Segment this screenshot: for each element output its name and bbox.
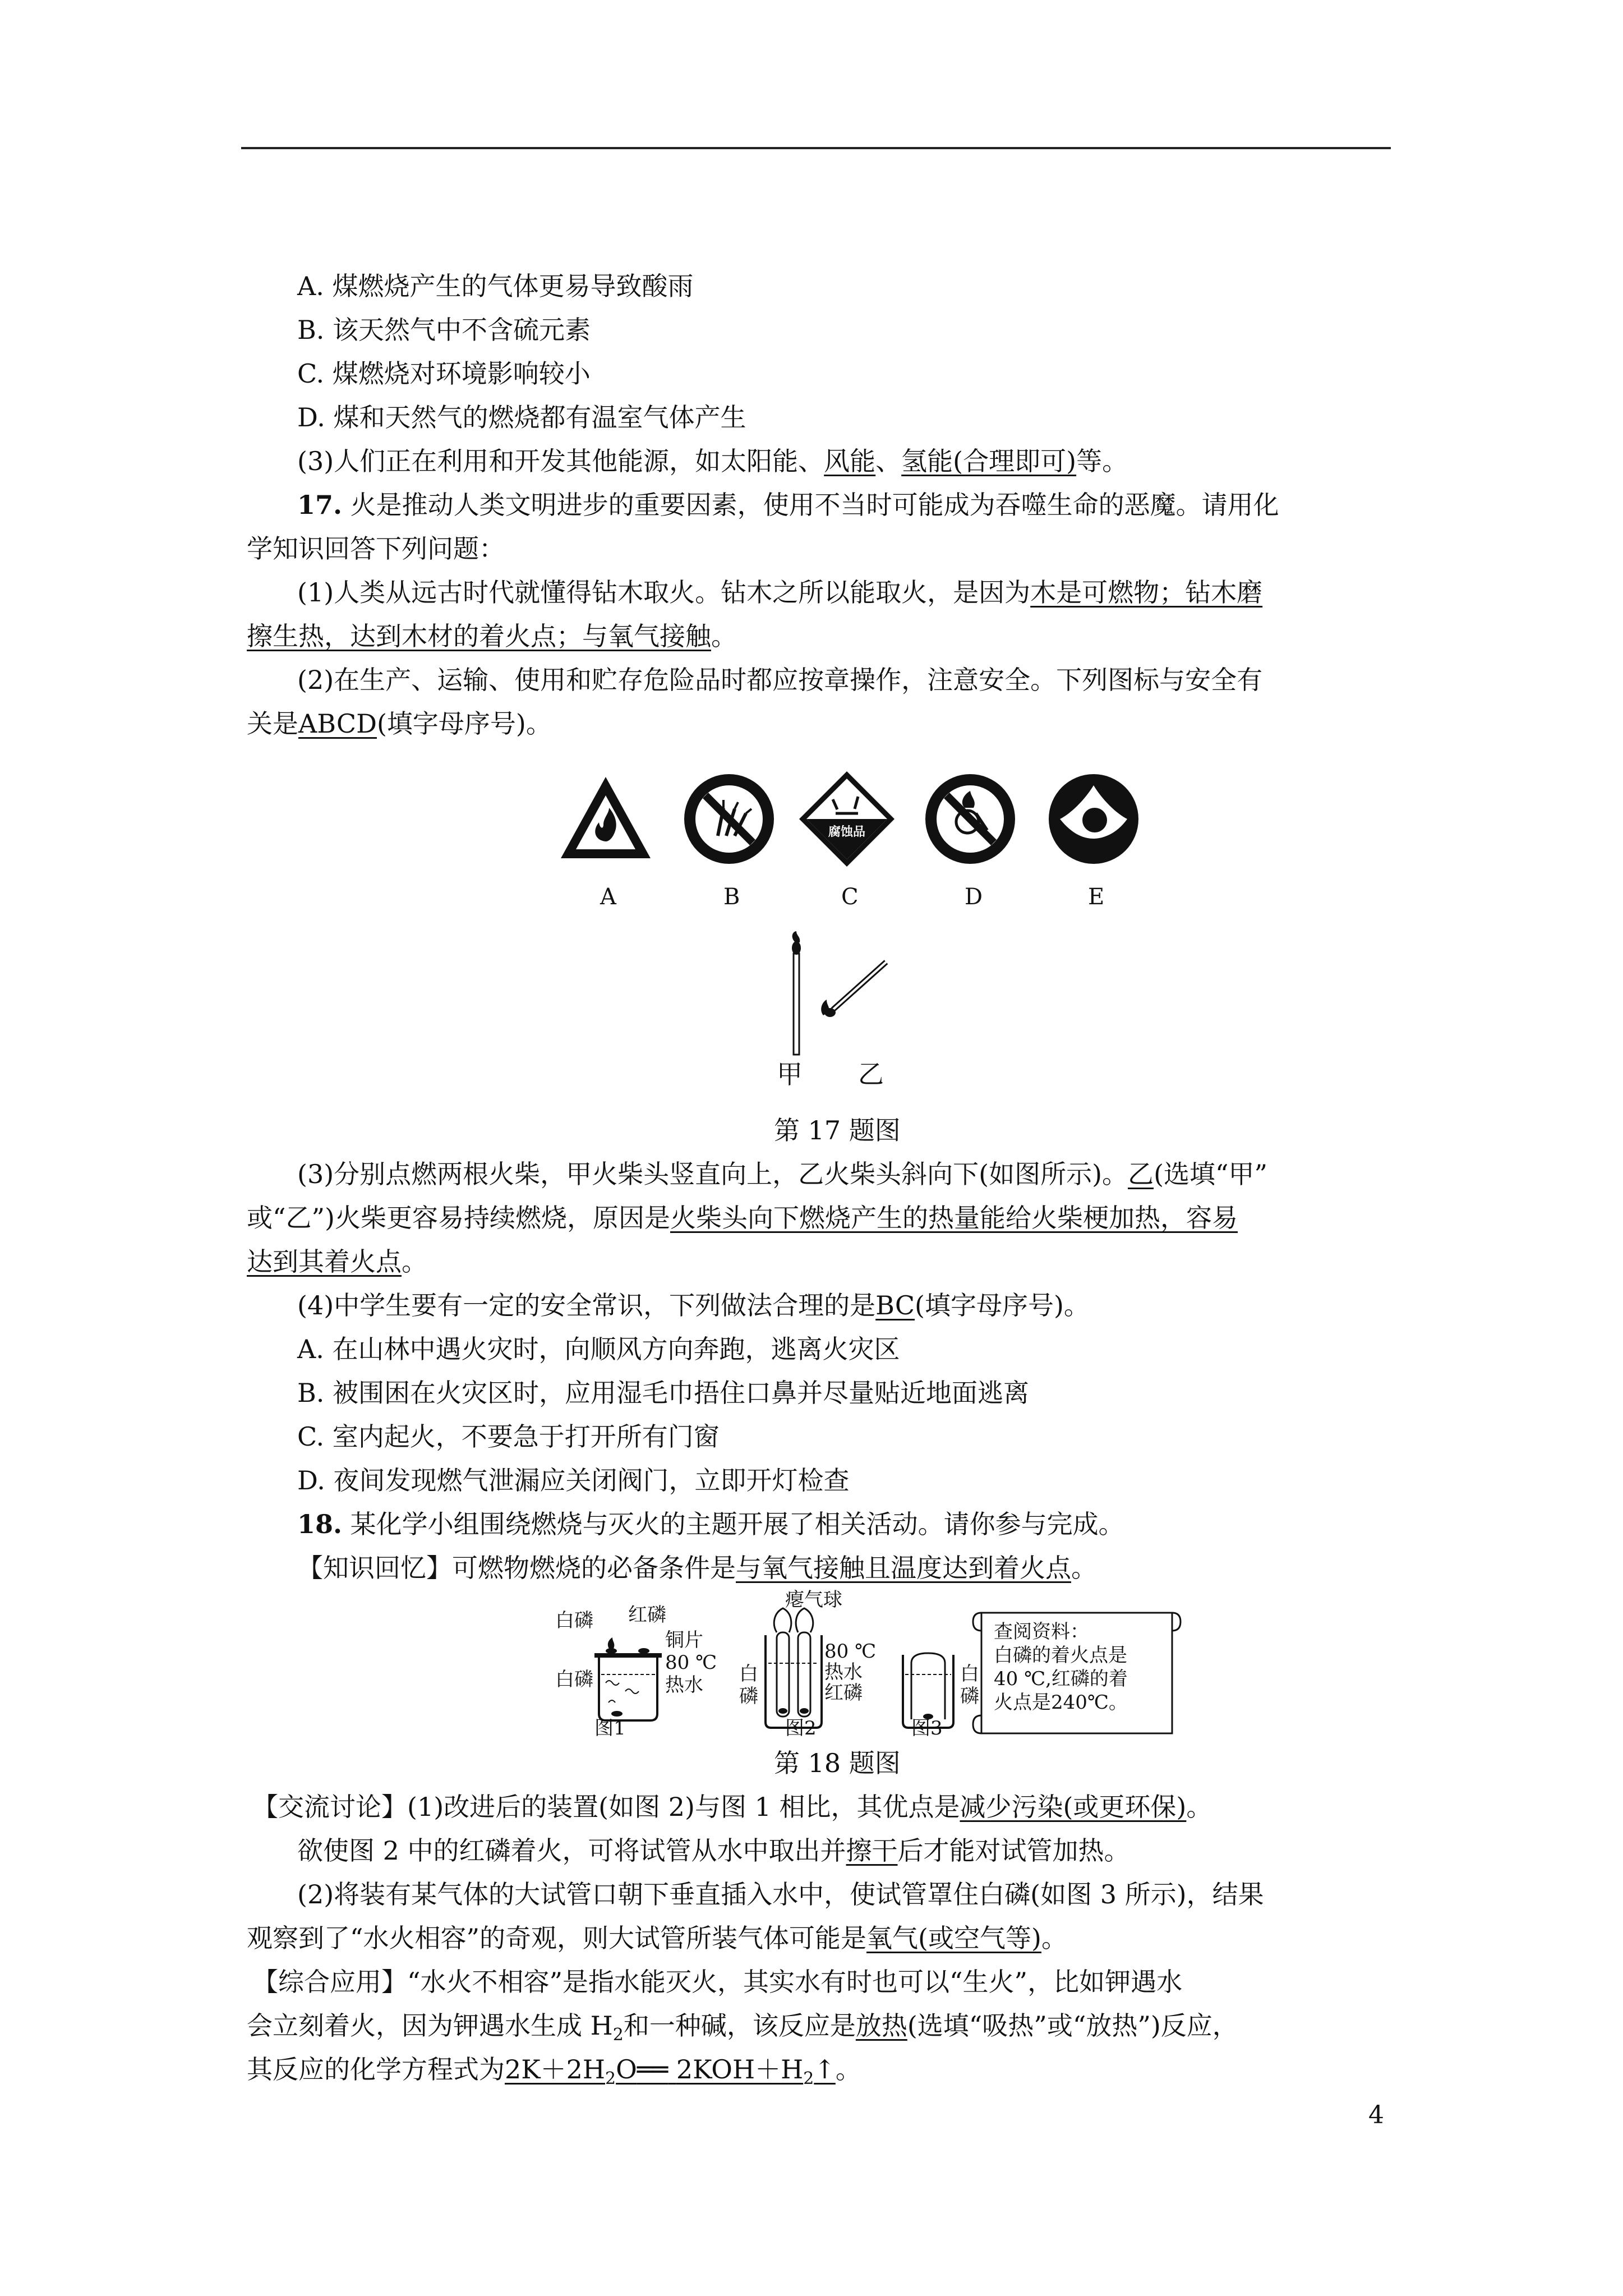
q17-stem-cont: 学知识回答下列问题： [247, 533, 505, 564]
sign-label-e: E [1088, 884, 1105, 910]
fig1-label-white-p-bottom: 白磷 [555, 1668, 593, 1691]
figure2-test-tubes-icon [766, 1608, 822, 1728]
q17-part4: (4)中学生要有一定的安全常识，下列做法合理的是BC(填字母序号)。 [297, 1290, 1090, 1320]
note-line-4: 火点是240℃。 [994, 1691, 1128, 1714]
no-fireworks-sign-icon [684, 774, 774, 864]
q17-option-d: D. 夜间发现燃气泄漏应关闭阀门，立即开灯检查 [297, 1465, 850, 1496]
q18-equation-line: 其反应的化学方程式为$2K+2H_2O══$ $2KOH+H_2↑$。 [247, 2054, 861, 2089]
fig2-label-hot-water: 热水 [824, 1661, 863, 1683]
q18-stem: 18. 某化学小组围绕燃烧与灭火的主题开展了相关活动。请你参与完成。 [297, 1509, 1124, 1539]
fig17-caption: 第 17 题图 [774, 1115, 901, 1145]
fig1-label-red-p: 红磷 [628, 1604, 666, 1626]
q18-application-cont: 会立刻着火，因为钾遇水生成 $H_2$和一种碱，该反应是放热(选填“吸热”或“放热”)反应， [247, 2010, 1238, 2045]
drop-sign-icon [1049, 774, 1138, 864]
header-rule [241, 147, 1391, 149]
q16-option-d: D. 煤和天然气的燃烧都有温室气体产生 [297, 402, 746, 432]
answer-blank: 放热 [855, 2010, 907, 2041]
question-number: 18. [297, 1509, 343, 1539]
answer-blank: 火柴头向下燃烧产生的热量能给火柴梗加热，容易 [670, 1203, 1238, 1233]
upright-match-icon [792, 931, 801, 1055]
q17-part2: (2)在生产、运输、使用和贮存危险品时都应按章操作，注意安全。下列图标与安全有 [297, 665, 1263, 695]
fig2-label-balloon: 瘪气球 [785, 1589, 842, 1611]
fig2-caption: 图2 [785, 1717, 817, 1740]
fig2-label-white-2: 磷 [739, 1685, 758, 1708]
q17-option-a: A. 在山林中遇火灾时，向顺风方向奔跑，逃离火灾区 [297, 1334, 900, 1364]
fig3-caption: 图3 [911, 1717, 943, 1740]
flammable-sign-icon [561, 777, 651, 858]
tilted-match-icon [821, 962, 886, 1017]
q17-option-c: C. 室内起火，不要急于打开所有门窗 [297, 1421, 720, 1452]
match-label-jia: 甲 [777, 1059, 803, 1089]
question-number: 17. [297, 490, 343, 520]
fig2-label-temp: 80 ℃ [824, 1640, 877, 1663]
answer-blank: 减少污染(或更环保) [960, 1792, 1187, 1822]
fig3-label-white-1: 白 [960, 1663, 979, 1685]
q18-recall: 【知识回忆】可燃物燃烧的必备条件是与氧气接触且温度达到着火点。 [297, 1553, 1097, 1583]
q18-application: 【综合应用】“水火不相容”是指水能灭火，其实水有时也可以“生火”，比如钾遇水 [252, 1967, 1183, 1997]
no-smoking-sign-icon [925, 774, 1015, 864]
fig1-caption: 图1 [594, 1717, 626, 1740]
q16-option-c: C. 煤燃烧对环境影响较小 [297, 358, 591, 389]
fig3-label-white-2: 磷 [960, 1685, 979, 1708]
answer-blank: BC [875, 1290, 915, 1320]
answer-blank: 风能 [824, 446, 876, 476]
answer-blank: 擦生热，达到木材的着火点；与氧气接触 [247, 621, 711, 651]
q18-discussion-2-cont: 观察到了“水火相容”的奇观，则大试管所装气体可能是氧气(或空气等)。 [247, 1923, 1067, 1953]
sign-label-d: D [965, 884, 983, 910]
q16-part3: (3)人们正在利用和开发其他能源，如太阳能、风能、氢能(合理即可)等。 [297, 446, 1128, 476]
answer-blank: 氢能(合理即可) [901, 446, 1077, 476]
note-line-1: 查阅资料： [994, 1621, 1089, 1643]
answer-blank: 乙 [1128, 1159, 1154, 1189]
answer-blank: 与氧气接触且温度达到着火点 [736, 1553, 1071, 1583]
fig1-label-hot-water: 热水 [665, 1674, 703, 1696]
note-line-2: 白磷的着火点是 [994, 1644, 1127, 1667]
fig1-label-copper: 铜片 [665, 1629, 703, 1651]
page-number: 4 [1368, 2101, 1384, 2129]
answer-blank: 擦干 [846, 1835, 898, 1866]
sign-label-a: A [600, 884, 616, 910]
fig2-label-red-p: 红磷 [824, 1682, 863, 1704]
note-line-3: 40 ℃,红磷的着 [994, 1668, 1128, 1690]
q17-part3-cont: 或“乙”)火柴更容易持续燃烧，原因是火柴头向下燃烧产生的热量能给火柴梗加热，容易 [247, 1203, 1238, 1233]
fig18-caption: 第 18 题图 [774, 1748, 901, 1778]
answer-blank: ABCD [298, 708, 377, 739]
q17-part3: (3)分别点燃两根火柴，甲火柴头竖直向上，乙火柴头斜向下(如图所示)。乙(选填“甲” [297, 1159, 1268, 1189]
answer-blank: 木是可燃物；钻木磨 [1030, 577, 1263, 608]
q17-part2-cont: 关是ABCD(填字母序号)。 [247, 708, 552, 739]
q17-part1-cont: 擦生热，达到木材的着火点；与氧气接触。 [247, 621, 737, 651]
chemical-equation: $2K+2H_2O══$ $2KOH+H_2↑$ [505, 2054, 836, 2089]
sign-label-b: B [723, 884, 740, 910]
q18-discussion-1b: 欲使图 2 中的红磷着火，可将试管从水中取出并擦干后才能对试管加热。 [297, 1835, 1130, 1866]
q17-option-b: B. 被围困在火灾区时，应用湿毛巾捂住口鼻并尽量贴近地面逃离 [297, 1378, 1030, 1408]
answer-blank: 氧气(或空气等) [866, 1923, 1041, 1953]
corrosive-sign-icon [799, 771, 895, 867]
q17-part1: (1)人类从远古时代就懂得钻木取火。钻木之所以能取火，是因为木是可燃物；钻木磨 [297, 577, 1263, 608]
q17-part3-cont2: 达到其着火点。 [247, 1246, 427, 1277]
match-label-yi: 乙 [858, 1059, 884, 1089]
safety-signs-figure [555, 769, 1144, 881]
sign-c-label: 腐蚀品 [828, 825, 866, 839]
q16-option-a: A. 煤燃烧产生的气体更易导致酸雨 [297, 271, 694, 301]
fig2-label-white-1: 白 [739, 1663, 758, 1685]
answer-blank: 达到其着火点 [247, 1246, 402, 1277]
q17-stem: 17. 火是推动人类文明进步的重要因素，使用不当时可能成为吞噬生命的恶魔。请用化 [297, 490, 1279, 520]
figure1-beaker-icon [594, 1637, 662, 1720]
fig1-label-temp: 80 ℃ [665, 1651, 717, 1674]
q16-option-b: B. 该天然气中不含硫元素 [297, 315, 591, 345]
q18-discussion-1: 【交流讨论】(1)改进后的装置(如图 2)与图 1 相比，其优点是减少污染(或更环保)。 [252, 1792, 1212, 1822]
sign-label-c: C [841, 884, 859, 910]
matches-figure [774, 931, 897, 1060]
q18-discussion-2: (2)将装有某气体的大试管口朝下垂直插入水中，使试管罩住白磷(如图 3 所示)，结果 [297, 1879, 1264, 1910]
fig1-label-white-p: 白磷 [555, 1609, 593, 1632]
